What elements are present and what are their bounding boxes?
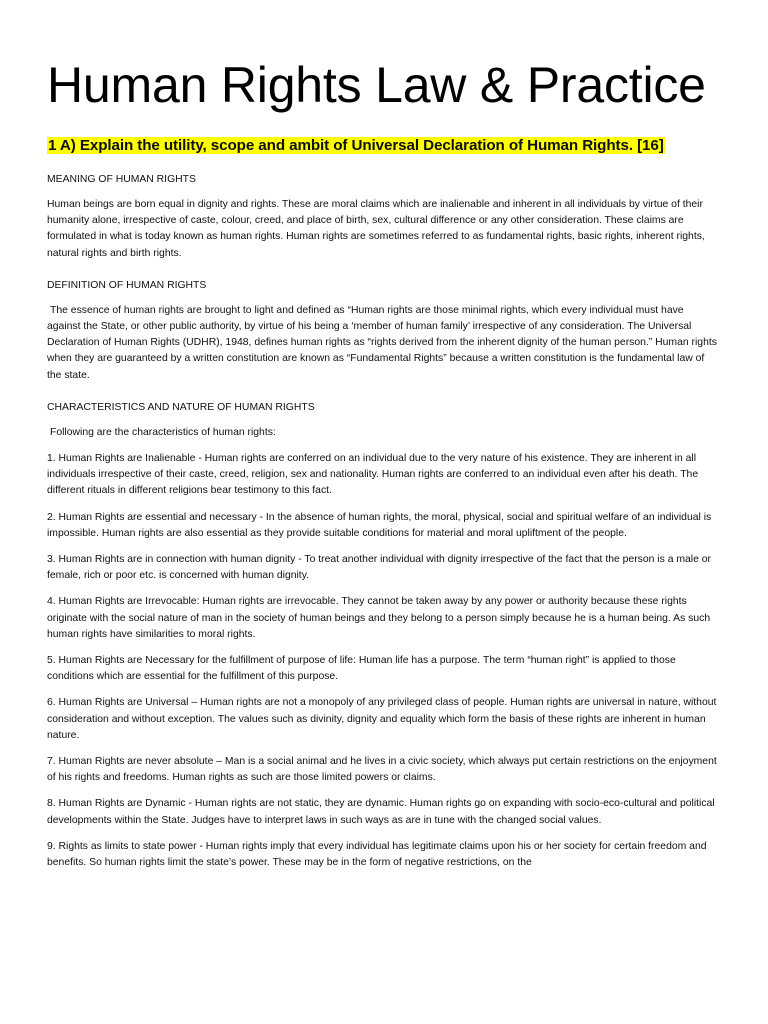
- section-characteristics: [47, 400, 719, 441]
- list-item: 1. Human Rights are Inalienable - Human rights are conferred on an individual due to the very nature of his existence. They are inherent in all individuals irrespective of their caste, creed, religion, sex and nationality. Human rights are conferred to an individual even after his death. The different rituals in different religions bear testimony to this fact.: [47, 453, 699, 497]
- question-highlight: 1 A) Explain the utility, scope and ambit of Universal Declaration of Human Rights. [16]: [48, 137, 664, 154]
- list-item: 5. Human Rights are Necessary for the fulfillment of purpose of life: Human life has a purpose. The term “human right” is applied to those conditions which are essential for the fulfillment of this purpose.: [47, 655, 676, 683]
- list-item: 2. Human Rights are essential and necessary - In the absence of human rights, the moral, physical, social and spiritual welfare of an individual is impossible. Human rights are also essential as they provide suitable conditions for material and moral upliftment of the people.: [47, 511, 712, 539]
- section-paragraph: Human beings are born equal in dignity and rights. These are moral claims which are inalienable and inherent in all individuals by virtue of their humanity alone, irrespective of caste, colour, creed, and place of birth, sex, cultural difference or any other consideration. These claims are formulated in what is today known as human rights. Human rights are sometimes referred to as fundamental rights, basic rights, inherent rights, natural rights and birth rights.: [47, 199, 705, 259]
- section-paragraph: Following are the characteristics of human rights:: [50, 426, 276, 438]
- list-item: 3. Human Rights are in connection with human dignity - To treat another individual with dignity irrespective of the fact that the person is a male or female, rich or poor etc. is concerned with human dignity.: [47, 554, 712, 582]
- section-heading: MEANING OF HUMAN RIGHTS: [47, 174, 196, 185]
- characteristics-list: [47, 451, 719, 871]
- list-item: 7. Human Rights are never absolute – Man is a social animal and he lives in a civic society, which always put certain restrictions on the enjoyment of his rights and freedoms. Human rights as such are those limited powers or claims.: [47, 756, 717, 784]
- list-item: 8. Human Rights are Dynamic - Human rights are not static, they are dynamic. Human rights go on expanding with socio-eco-cultural and political developments within the State. Judges have to interpret laws in such ways as are in tune with the changed social values.: [47, 798, 715, 826]
- list-item: 6. Human Rights are Universal – Human rights are not a monopoly of any privileged class of people. Human rights are universal in nature, without consideration and without exception. The values such as divinity, dignity and equality which form the basis of these rights are inherent in human nature.: [47, 697, 717, 741]
- section-heading: CHARACTERISTICS AND NATURE OF HUMAN RIGHTS: [47, 401, 315, 413]
- question-heading: [47, 136, 719, 156]
- section-paragraph: The essence of human rights are brought to light and defined as “Human rights are those minimal rights, which every individual must have against the State, or other public authority, by virtue of his being a ‘member of human family’ irrespective of any consideration. The Universal Declaration of Human Rights (UDHR), 1948, defines human rights as “rights derived from the inherent dignity of the human person.” Human rights when they are guaranteed by a written constitution are known as “Fundamental Rights” because a written constitution is the fundamental law of the state.: [47, 304, 717, 381]
- section-heading: DEFINITION OF HUMAN RIGHTS: [47, 279, 207, 291]
- section-meaning: [47, 172, 719, 262]
- document-page: [47, 46, 719, 871]
- document-title: Human Rights Law & Practice: [47, 57, 706, 113]
- list-item: 4. Human Rights are Irrevocable: Human rights are irrevocable. They cannot be taken away by any power or authority because these rights originate with the social nature of man in the society of human beings and they belong to a person simply because he is a human being. As such human rights have similarities to moral rights.: [47, 596, 711, 640]
- list-item: 9. Rights as limits to state power - Human rights imply that every individual has legitimate claims upon his or her society for certain freedom and benefits. So human rights limit the state’s power. These may be in the form of negative restrictions, on the: [47, 840, 707, 869]
- section-definition: [47, 278, 719, 384]
